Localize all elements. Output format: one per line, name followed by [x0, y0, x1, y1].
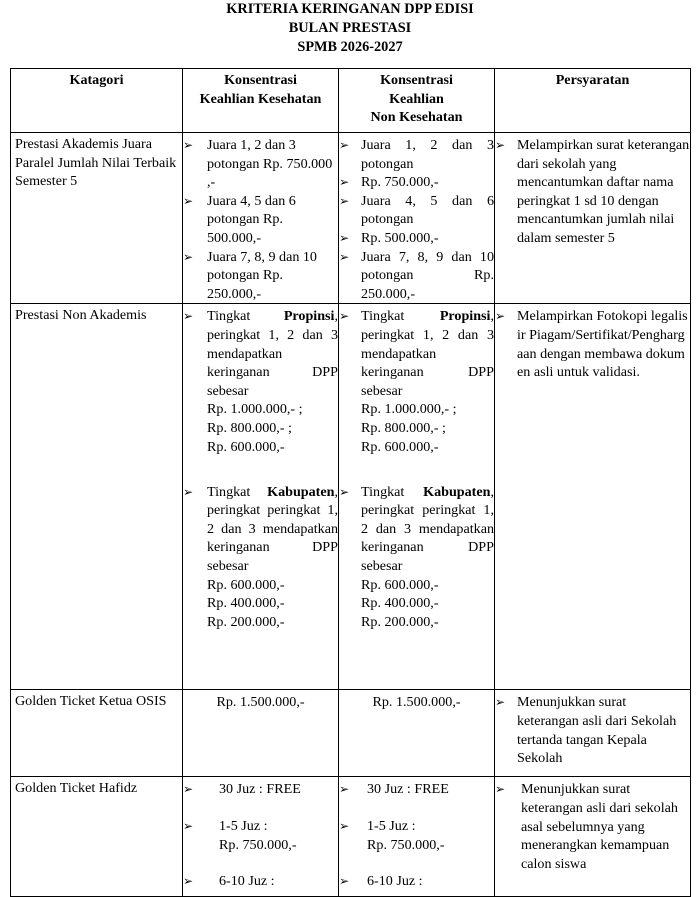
list-item: ➢ 1-5 Juz : Rp. 750.000,-	[339, 817, 494, 854]
header-kategori: Katagori	[11, 69, 183, 133]
non-kesehatan-cell	[339, 304, 495, 690]
row-akademis	[11, 133, 691, 304]
list-item: ➢ Juara 4, 5 dan 6 potongan	[339, 192, 494, 229]
title-line-2: BULAN PRESTASI	[288, 20, 412, 36]
header-kesehatan: Konsentrasi Keahlian Kesehatan	[183, 69, 339, 133]
criteria-table	[10, 68, 691, 897]
non-kesehatan-cell	[339, 133, 495, 304]
list-item: ➢ Juara 7, 8, 9 dan 10 potongan Rp. 250.000,-	[183, 248, 338, 304]
list-item: ➢ Rp. 750.000,-	[339, 173, 494, 192]
kategori-cell: Golden Ticket Ketua OSIS	[11, 690, 183, 777]
kesehatan-cell: Rp. 1.500.000,-	[183, 690, 339, 777]
kesehatan-cell	[183, 304, 339, 690]
row-hafidz	[11, 777, 691, 897]
title-line-3: SPMB 2026-2027	[297, 39, 403, 55]
list-item: ➢ Rp. 500.000,-	[339, 229, 494, 248]
header-persyaratan: Persyaratan	[495, 69, 691, 133]
list-item: ➢ Tingkat Kabupaten, peringkat peringkat 1, 2 dan 3 mendapatkan keringanan DPP sebesar Rp. 600.000,- Rp. 400.000,- Rp. 200.000,-	[339, 483, 494, 632]
list-item: ➢ Juara 1, 2 dan 3 potongan	[339, 136, 494, 173]
list-item: ➢ Tingkat Kabupaten, peringkat peringkat 1, 2 dan 3 mendapatkan keringanan DPP sebesar Rp. 600.000,- Rp. 400.000,- Rp. 200.000,-	[183, 483, 338, 632]
list-item: ➢ Menunjukkan surat keterangan asli dari sekolah asal sebelumnya yang menerangkan kemampuan calon siswa	[495, 780, 690, 873]
title-line-1: KRITERIA KERINGANAN DPP EDISI	[226, 1, 474, 17]
list-item: ➢ 1-5 Juz : Rp. 750.000,-	[183, 817, 338, 854]
list-item: ➢ Juara 7, 8, 9 dan 10 potongan Rp. 250.000,-	[339, 248, 494, 304]
kategori-cell: Prestasi Non Akademis	[11, 304, 183, 690]
header-non-kesehatan: Konsentrasi Keahlian Non Kesehatan	[339, 69, 495, 133]
list-item: ➢ Juara 4, 5 dan 6 potongan Rp. 500.000,-	[183, 192, 338, 248]
row-non-akademis	[11, 304, 691, 690]
non-kesehatan-cell: Rp. 1.500.000,-	[339, 690, 495, 777]
document-title	[0, 0, 700, 57]
list-item: ➢ Tingkat Propinsi, peringkat 1, 2 dan 3 mendapatkan keringanan DPP sebesar Rp. 1.000.000,- ; Rp. 800.000,- ; Rp. 600.000,-	[183, 307, 338, 482]
list-item: ➢ Melampirkan surat keterangan dari sekolah yang mencantumkan daftar nama peringkat 1 sd 10 dengan mencantumkan jumlah nilai dalam semester 5	[495, 136, 690, 248]
persyaratan-cell	[495, 133, 691, 304]
header-row	[11, 69, 691, 133]
kategori-cell: Prestasi Akademis Juara Paralel Jumlah Nilai Terbaik Semester 5	[11, 133, 183, 304]
row-osis	[11, 690, 691, 777]
list-item: ➢ 30 Juz : FREE	[183, 780, 338, 799]
kesehatan-cell	[183, 133, 339, 304]
persyaratan-cell	[495, 304, 691, 690]
list-item: ➢ 6-10 Juz :	[339, 872, 494, 891]
non-kesehatan-cell	[339, 777, 495, 897]
list-item: ➢ Melampirkan Fotokopi legalisir Piagam/Sertifikat/Penghargaan dengan membawa dokumen asli untuk validasi.	[495, 307, 690, 381]
kesehatan-cell	[183, 777, 339, 897]
list-item: ➢ Tingkat Propinsi, peringkat 1, 2 dan 3 mendapatkan keringanan DPP sebesar Rp. 1.000.000,- ; Rp. 800.000,- ; Rp. 600.000,-	[339, 307, 494, 482]
kategori-cell: Golden Ticket Hafidz	[11, 777, 183, 897]
persyaratan-cell	[495, 690, 691, 777]
list-item: ➢ Menunjukkan surat keterangan asli dari Sekolah tertanda tangan Kepala Sekolah	[495, 693, 690, 767]
list-item: ➢ Juara 1, 2 dan 3 potongan Rp. 750.000 ,-	[183, 136, 338, 192]
list-item: ➢ 30 Juz : FREE	[339, 780, 494, 799]
list-item: ➢ 6-10 Juz :	[183, 872, 338, 891]
persyaratan-cell	[495, 777, 691, 897]
